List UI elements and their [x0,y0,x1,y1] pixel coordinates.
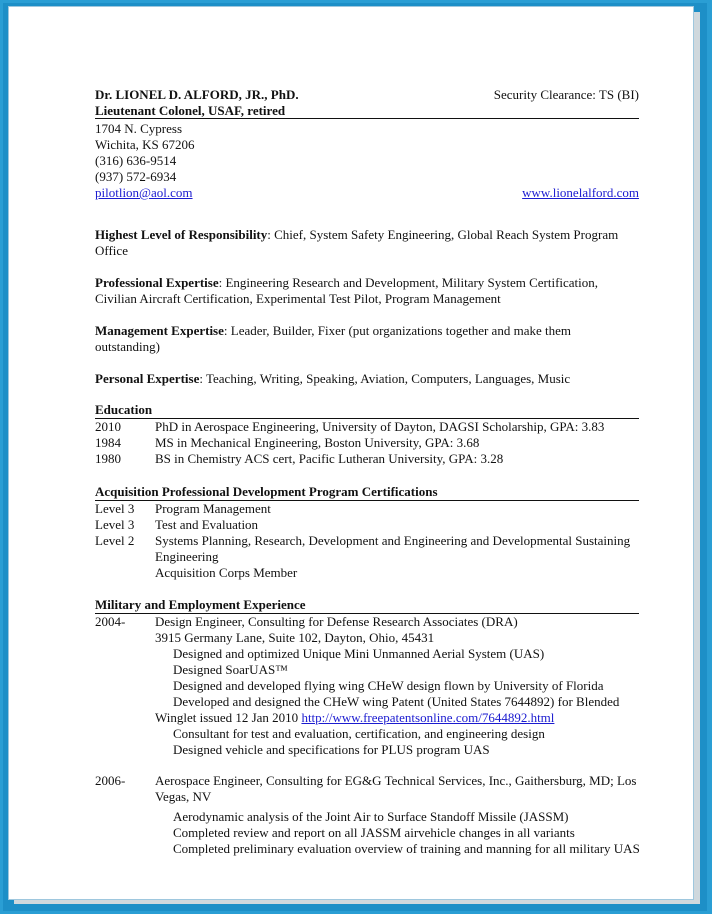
education-year: 2010 [95,419,121,434]
job-item: Designed and optimized Unique Mini Unmanned Aerial System (UAS) [173,646,545,661]
summary-label: Professional Expertise [95,275,219,290]
job-item: Completed review and report on all JASSM airvehicle changes in all variants [173,825,575,840]
contact-block [95,121,195,201]
security-clearance: Security Clearance: TS (BI) [493,87,639,102]
phone-line: (316) 636-9514 [95,153,177,168]
certification-level: Level 3 [95,501,135,516]
job-year: 2006- [95,773,126,788]
email-link[interactable]: pilotlion@aol.com [95,185,193,200]
education-year: 1980 [95,451,121,466]
summary-text: : Teaching, Writing, Speaking, Aviation, Computers, Languages, Music [199,371,571,386]
section-title: Education [95,402,153,417]
patent-link[interactable]: http://www.freepatentsonline.com/7644892.html [301,710,555,725]
address-line: Wichita, KS 67206 [95,137,195,152]
education-text: BS in Chemistry ACS cert, Pacific Lutheran University, GPA: 3.28 [155,451,504,466]
patent-line [95,710,639,726]
education-year: 1984 [95,435,121,450]
certification-text: Test and Evaluation [155,517,259,532]
resume-rank: Lieutenant Colonel, USAF, retired [95,103,286,118]
section-title: Acquisition Professional Development Program Certifications [95,484,438,499]
certification-text: Program Management [155,501,271,516]
summary-label: Highest Level of Responsibility [95,227,268,242]
phone-line: (937) 572-6934 [95,169,177,184]
job-item: Consultant for test and evaluation, certification, and engineering design [173,726,545,741]
website-link[interactable]: www.lionelalford.com [522,185,639,200]
education-section [95,402,639,467]
certification-row [95,517,639,533]
summary-label: Management Expertise [95,323,224,338]
summary-professional [95,275,639,307]
summary-text: : Chief, System Safety Engineering, Global Reach System Program Office [95,227,619,258]
certification-level [95,565,155,581]
job-item: Aerodynamic analysis of the Joint Air to Surface Standoff Missile (JASSM) [173,809,569,824]
summary-personal [95,371,639,387]
certification-level: Level 2 [95,533,135,548]
summary-management [95,323,615,355]
resume-name: Dr. LIONEL D. ALFORD, JR., PhD. [95,87,299,102]
certification-row [95,565,639,581]
job-title: Aerospace Engineer, Consulting for EG&G Technical Services, Inc., Gaithersburg, MD; Los Vegas, NV [155,773,637,804]
summary-text: : Engineering Research and Development, Military System Certification, Civilian Aircraft Certification, Experimental Test Pilot, Program Management [95,275,599,306]
experience-section [95,597,639,758]
summary-responsibility [95,227,639,259]
header-divider [95,118,639,119]
job-item: Completed preliminary evaluation overview of training and manning for all military UAS [173,841,640,856]
job-item: Designed and developed flying wing CHeW design flown by University of Florida [173,678,604,693]
address-line: 1704 N. Cypress [95,121,183,136]
job-year: 2004- [95,614,126,629]
job-item: Designed SoarUAS™ [173,662,288,677]
job-address: 3915 Germany Lane, Suite 102, Dayton, Ohio, 45431 [155,630,435,645]
summary-label: Personal Expertise [95,371,200,386]
certifications-section [95,484,639,581]
summary-text: : Leader, Builder, Fixer (put organizations together and make them outstanding) [95,323,571,354]
certification-row [95,533,639,565]
education-row [95,435,639,451]
certification-level: Level 3 [95,517,135,532]
certification-text: Acquisition Corps Member [155,565,298,580]
job-item: Developed and designed the CHeW wing Patent (United States 7644892) for Blended [173,694,620,709]
job-entry [95,773,655,805]
certification-row [95,501,639,517]
job-entry-2 [95,773,655,857]
education-text: MS in Mechanical Engineering, Boston University, GPA: 3.68 [155,435,480,450]
page-shadow-right [694,12,700,902]
job-item: Designed vehicle and specifications for PLUS program UAS [173,742,490,757]
resume-page [8,6,694,900]
certification-text: Systems Planning, Research, Development and Engineering and Developmental Sustaining Engineering [155,533,631,564]
education-text: PhD in Aerospace Engineering, University of Dayton, DAGSI Scholarship, GPA: 3.83 [155,419,605,434]
education-row [95,419,639,435]
job-title: Design Engineer, Consulting for Defense Research Associates (DRA) [155,614,518,629]
job-entry [95,614,639,630]
patent-text: Winglet issued 12 Jan 2010 [155,710,302,725]
section-title: Military and Employment Experience [95,597,306,612]
education-row [95,451,639,467]
